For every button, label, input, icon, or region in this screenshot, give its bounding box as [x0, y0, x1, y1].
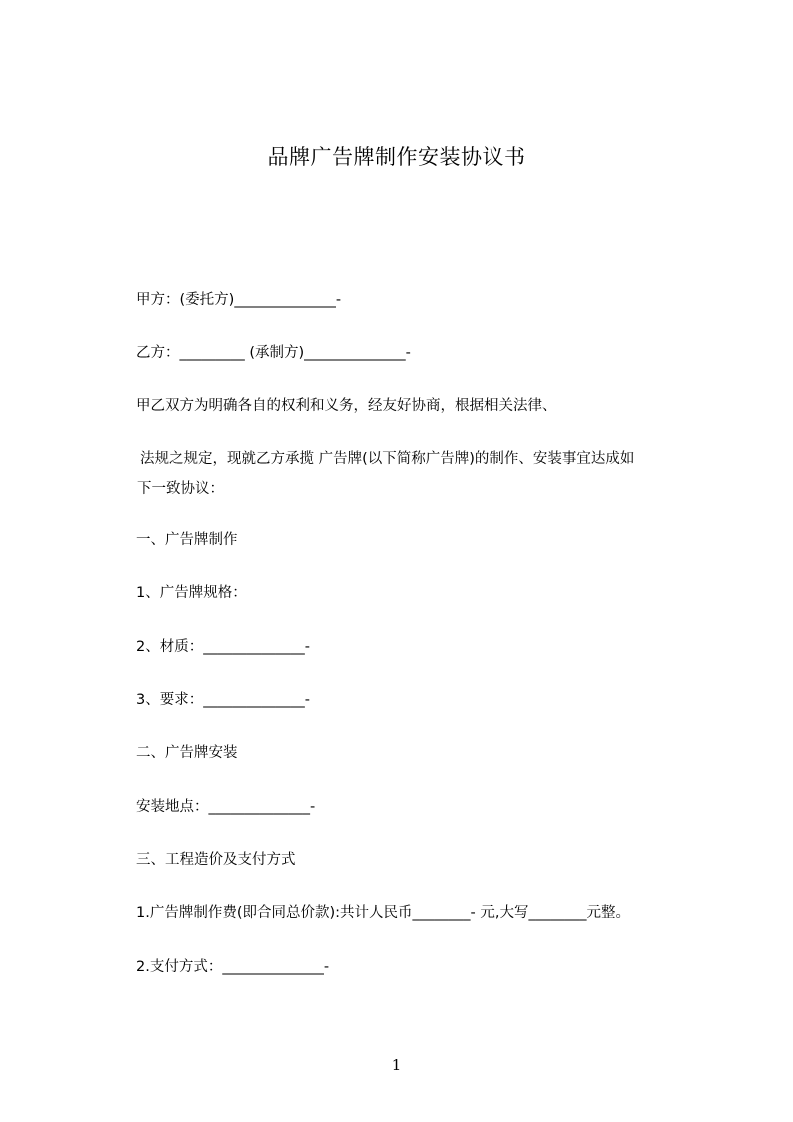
section-1-heading: 一、广告牌制作	[136, 532, 238, 548]
section-2-location: 安装地点：______________-	[136, 799, 316, 815]
section-1-item-3: 3、要求：______________-	[136, 692, 310, 708]
section-3-heading: 三、工程造价及支付方式	[136, 852, 296, 868]
section-3-item-2: 2.支付方式：______________-	[136, 959, 330, 975]
party-a-line: 甲方：(委托方)______________-	[136, 292, 342, 308]
intro-paragraph-line-2: 法规之规定，现就乙方承揽 广告牌(以下简称广告牌)的制作、安装事宜达成如	[140, 451, 635, 467]
section-3-item-1: 1.广告牌制作费(即合同总价款):共计人民币________- 元,大写________元整。	[136, 905, 630, 921]
section-1-item-1: 1、广告牌规格：	[136, 585, 247, 601]
intro-paragraph-line-1: 甲乙双方为明确各自的权利和义务，经友好协商，根据相关法律、	[136, 398, 557, 414]
section-1-item-2: 2、材质：______________-	[136, 639, 310, 655]
document-title: 品牌广告牌制作安装协议书	[267, 145, 526, 169]
page-number: 1	[391, 1056, 402, 1074]
section-2-heading: 二、广告牌安装	[136, 745, 238, 761]
party-b-line: 乙方：_________ (承制方)______________-	[136, 345, 411, 361]
intro-paragraph-line-3: 下一致协议：	[137, 481, 224, 497]
